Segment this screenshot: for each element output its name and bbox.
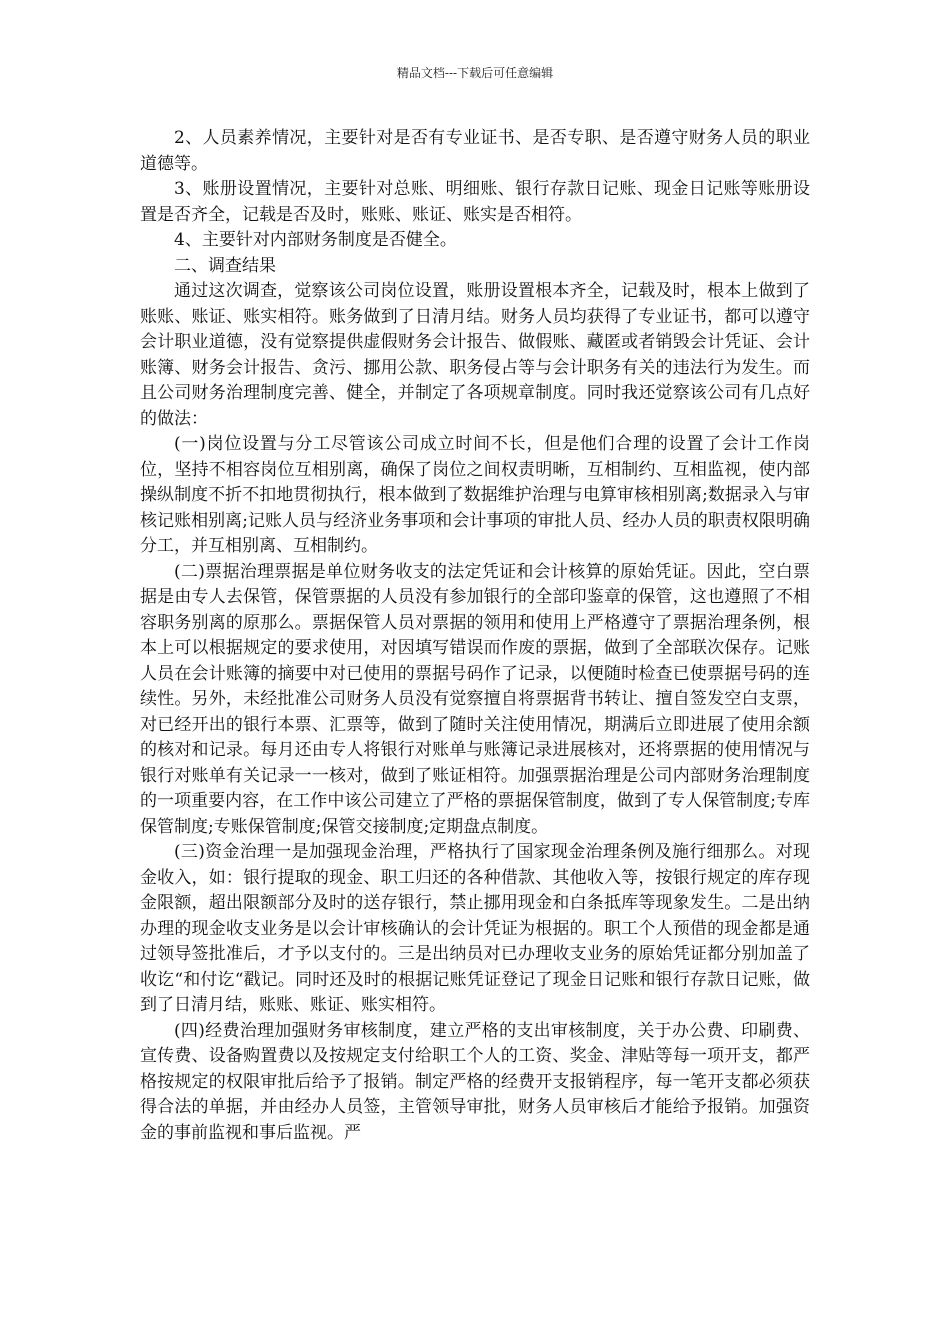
paragraph-expense-management: (四)经费治理加强财务审核制度，建立严格的支出审核制度，关于办公费、印刷费、宣传费、设备购置费以及按规定支付给职工个人的工资、奖金、津贴等每一项开支，都严格按规定的权限审批后给予了报销。制定严格的经费开支报销程序，每一笔开支都必须获得合法的单据，并由经办人员签，主管领导审批，财务人员审核后才能给予报销。加强资金的事前监视和事后监视。严 — [140, 1020, 810, 1143]
document-body — [140, 126, 810, 1146]
paragraph-bill-management: (二)票据治理票据是单位财务收支的法定凭证和会计核算的原始凭证。因此，空白票据是由专人去保管，保管票据的人员没有参加银行的全部印鉴章的保管，这也遵照了不相容职务别离的原那么。票据保管人员对票据的领用和使用上严格遵守了票据治理条例，根本上可以根据规定的要求使用，对因填写错误而作废的票据，做到了全部联次保存。记账人员在会计账簿的摘要中对已使用的票据号码作了记录，以便随时检查已使票据号码的连续性。另外，未经批准公司财务人员没有觉察擅自将票据背书转让、擅自签发空白支票，对已经开出的银行本票、汇票等，做到了随时关注使用情况，期满后立即进展了使用余额的核对和记录。每月还由专人将银行对账单与账簿记录进展核对，还将票据的使用情况与银行对账单有关记录一一核对，做到了账证相符。加强票据治理是公司内部财务治理制度的一项重要内容，在工作中该公司建立了严格的票据保管制度，做到了专人保管制度;专库保管制度;专账保管制度;保管交接制度;定期盘点制度。 — [140, 561, 810, 837]
paragraph-survey-results: 通过这次调查，觉察该公司岗位设置，账册设置根本齐全，记载及时，根本上做到了账账、账证、账实相符。账务做到了日清月结。财务人员均获得了专业证书，都可以遵守会计职业道德，没有觉察提供虚假财务会计报告、做假账、藏匿或者销毁会计凭证、会计账簿、财务会计报告、贪污、挪用公款、职务侵占等与会计职务有关的违法行为发生。而且公司财务治理制度完善、健全，并制定了各项规章制度。同时我还觉察该公司有几点好的做法： — [140, 281, 810, 429]
paragraph-fund-management: (三)资金治理一是加强现金治理，严格执行了国家现金治理条例及施行细那么。对现金收入，如：银行提取的现金、职工归还的各种借款、其他收入等，按银行规定的库存现金限额，超出限额部分及时的送存银行，禁止挪用现金和白条抵库等现象发生。二是出纳办理的现金收支业务是以会计审核确认的会计凭证为根据的。职工个人预借的现金都是通过领导签批准后，才予以支付的。三是出纳员对已办理收支业务的原始凭证都分别加盖了收讫“和付讫“戳记。同时还及时的根据记账凭证登记了现金日记账和银行存款日记账，做到了日清月结，账账、账证、账实相符。 — [140, 842, 810, 1015]
paragraph-ledger-setup: 3、账册设置情况，主要针对总账、明细账、银行存款日记账、现金日记账等账册设置是否齐全，记载是否及时，账账、账证、账实是否相符。 — [140, 179, 810, 225]
paragraph-staff-quality: 2、人员素养情况，主要针对是否有专业证书、是否专职、是否遵守财务人员的职业道德等。 — [140, 128, 810, 174]
paragraph-position-setup: (一)岗位设置与分工尽管该公司成立时间不长，但是他们合理的设置了会计工作岗位，坚持不相容岗位互相别离，确保了岗位之间权责明晰，互相制约、互相监视，使内部操纵制度不折不扣地贯彻执行，根本做到了数据维护治理与电算审核相别离;数据录入与审核记账相别离;记账人员与经济业务事项和会计事项的审批人员、经办人员的职责权限明确分工，并互相别离、互相制约。 — [140, 434, 810, 556]
section-heading-results: 二、调查结果 — [174, 255, 276, 276]
page-header: 精品文档---下载后可任意编辑 — [396, 66, 554, 80]
paragraph-internal-system: 4、主要针对内部财务制度是否健全。 — [174, 230, 457, 250]
